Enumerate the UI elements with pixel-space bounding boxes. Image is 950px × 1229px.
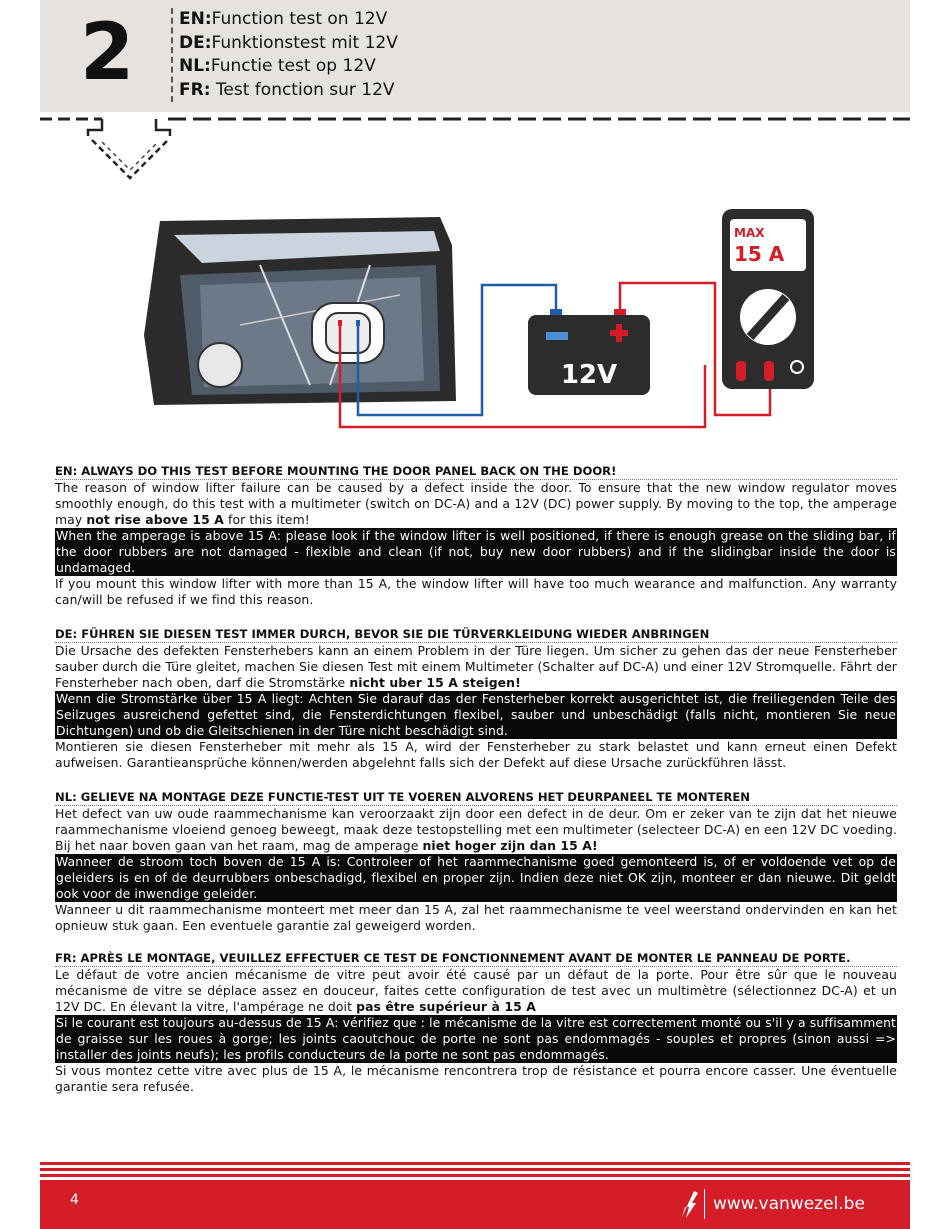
lang-code: DE: bbox=[179, 32, 212, 53]
battery bbox=[528, 309, 650, 395]
paragraph-text: The reason of window lifter failure can be caused by a defect inside the door. To ensure that the new window regulator moves smoothly enough, do this test with a multimeter (switch on DC-A) and a 12V (DC) power supply. By moving to the top, the amperage may bbox=[55, 480, 897, 527]
title-nl bbox=[179, 55, 398, 79]
lang-code: NL: bbox=[179, 56, 211, 76]
section-nl bbox=[55, 789, 897, 934]
section-en bbox=[55, 463, 897, 608]
section-paragraph bbox=[55, 806, 897, 854]
section-heading: DE: FÜHREN SIE DIESEN TEST IMMER DURCH, BEVOR SIE DIE TÜRVERKLEIDUNG WIEDER ANBRINGEN bbox=[55, 626, 897, 643]
test-setup-diagram bbox=[140, 205, 820, 435]
title-de bbox=[179, 32, 398, 56]
title-text: Funktionstest mit 12V bbox=[211, 32, 398, 53]
title-text: Function test on 12V bbox=[211, 9, 388, 29]
paragraph-text: Het defect van uw oude raammechanisme kan veroorzaakt zijn door een defect in de deur. Om er zeker van te zijn dat het nieuwe raammechanisme vloeiend genoeg beweegt, maak deze testopstelling met een multimeter (selecteer DC-A) en een 12V DC voeding. Bij het naar boven gaan van het raam, mag de amperage bbox=[55, 806, 897, 853]
paragraph-text: Die Ursache des defekten Fensterhebers kann an einem Problem in der Türe liegen. Um sicher zu gehen das der neue Fensterheber sauber durch die Türe gleitet, machen Sie diesen Test mit einem Multimeter (Schalter auf DC-A) und einer 12V Stromquelle. Fährt der Fensterheber nach oben, darf die Stromstärke bbox=[55, 643, 897, 690]
footer-stripe bbox=[40, 1162, 910, 1165]
section-paragraph bbox=[55, 967, 897, 1015]
door-illustration bbox=[144, 217, 456, 405]
footer-stripe bbox=[40, 1168, 910, 1171]
section-paragraph-warranty: If you mount this window lifter with more than 15 A, the window lifter will have too much wearance and malfunction. Any warranty can/will be refused if we find this reason. bbox=[55, 576, 897, 607]
title-list bbox=[171, 8, 398, 102]
paragraph-text-end: for this item! bbox=[223, 512, 310, 527]
section-paragraph bbox=[55, 643, 897, 691]
vanwezel-logo-icon bbox=[680, 1189, 700, 1219]
section-heading: FR: APRÈS LE MONTAGE, VEUILLEZ EFFECTUER CE TEST DE FONCTIONNEMENT AVANT DE MONTER LE PANNEAU DE PORTE. bbox=[55, 950, 897, 967]
paragraph-bold: nicht uber 15 A steigen! bbox=[349, 675, 521, 690]
section-paragraph bbox=[55, 480, 897, 528]
warning-block: When the amperage is above 15 A: please look if the window lifter is well positioned, if there is enough grease on the sliding bar, if the door rubbers are not damaged - flexible and clean (if not, buy new door rubbers) and if the slidingbar inside the door is undamaged. bbox=[56, 528, 896, 575]
multimeter bbox=[722, 209, 814, 389]
section-paragraph-warranty: Si vous montez cette vitre avec plus de 15 A, le mécanisme rencontrera trop de résistance et pourra encore casser. Une éventuelle garantie sera refusée. bbox=[55, 1063, 897, 1094]
brand-separator bbox=[704, 1189, 705, 1219]
section-heading: NL: GELIEVE NA MONTAGE DEZE FUNCTIE-TEST UIT TE VOEREN ALVORENS HET DEURPANEEL TE MONTEREN bbox=[55, 789, 897, 806]
warning-block: Wenn die Stromstärke über 15 A liegt: Achten Sie darauf das der Fensterheber korrekt ausgerichtet ist, die freiliegenden Teile des Seilzuges ausreichend gefettet sind, die Fensterdichtungen flexibel, sauber und unbeschädigt (falls nicht, montieren Sie neue Dichtungen) und ob die Gleitschienen in der Türe nicht beschädigt sind. bbox=[56, 691, 896, 738]
title-text: Test fonction sur 12V bbox=[215, 79, 395, 100]
warning-block: Si le courant est toujours au-dessus de 15 A: vérifiez que : le mécanisme de la vitre est correctement monté ou s'il y a suffisamment de graisse sur les roues à gorge; les joints caoutchouc de porte ne sont pas endommagés - souples et propres (sinon aussi => installer des joints neufs); les profils conducteurs de la porte ne sont pas endommagés. bbox=[56, 1015, 896, 1062]
paragraph-bold: not rise above 15 A bbox=[86, 512, 224, 527]
warning-block: Wanneer de stroom toch boven de 15 A is: Controleer of het raammechanisme goed gemonteerd is, of er voldoende vet op de geleiders is en of de deurrubbers onbeschadigd, flexibel en proper zijn. Indien deze niet OK zijn, monteer er dan nieuwe. Dit geldt ook voor de inwendige geleider. bbox=[56, 854, 896, 901]
battery-voltage: 12V bbox=[560, 360, 618, 390]
meter-value: 15 A bbox=[734, 242, 785, 266]
section-de bbox=[55, 626, 897, 771]
section-fr bbox=[55, 950, 897, 1095]
brand bbox=[680, 1186, 865, 1222]
meter-max-label: MAX bbox=[734, 226, 765, 240]
title-text: Functie test op 12V bbox=[210, 56, 376, 76]
page-number: 4 bbox=[70, 1192, 79, 1208]
section-heading: EN: ALWAYS DO THIS TEST BEFORE MOUNTING THE DOOR PANEL BACK ON THE DOOR! bbox=[55, 463, 897, 480]
paragraph-bold: pas être supérieur à 15 A bbox=[356, 999, 536, 1014]
section-paragraph-warranty: Wanneer u dit raammechanisme monteert met meer dan 15 A, zal het raammechanisme te veel weerstand ondervinden en kan het opnieuw stuk gaan. Een eventuele garantie zal geweigerd worden. bbox=[55, 902, 897, 933]
footer-stripe bbox=[40, 1174, 910, 1177]
website-url[interactable]: www.vanwezel.be bbox=[713, 1194, 865, 1214]
paragraph-bold: niet hoger zijn dan 15 A! bbox=[422, 838, 598, 853]
paragraph-text: Le défaut de votre ancien mécanisme de vitre peut avoir été causé par un défaut de la porte. Pour être sûr que le nouveau mécanisme de vitre se déplace assez en douceur, faites cette configuration de test avec un multimètre (sélectionnez DC-A) et un 12V DC. En élevant la vitre, l'ampérage ne doit bbox=[55, 967, 897, 1014]
title-en bbox=[179, 8, 398, 32]
lang-code: FR: bbox=[179, 79, 211, 100]
title-fr bbox=[179, 79, 398, 103]
step-number: 2 bbox=[80, 8, 135, 98]
arrow-down-decoration bbox=[40, 112, 910, 187]
lang-code: EN: bbox=[179, 9, 212, 29]
section-paragraph-warranty: Montieren sie diesen Fensterheber mit mehr als 15 A, wird der Fensterheber zu stark belastet und kann erneut einen Defekt aufweisen. Garantieansprüche können/werden abgelehnt falls sich der Defekt auf diese Ursache zurückführen lässt. bbox=[55, 739, 897, 770]
